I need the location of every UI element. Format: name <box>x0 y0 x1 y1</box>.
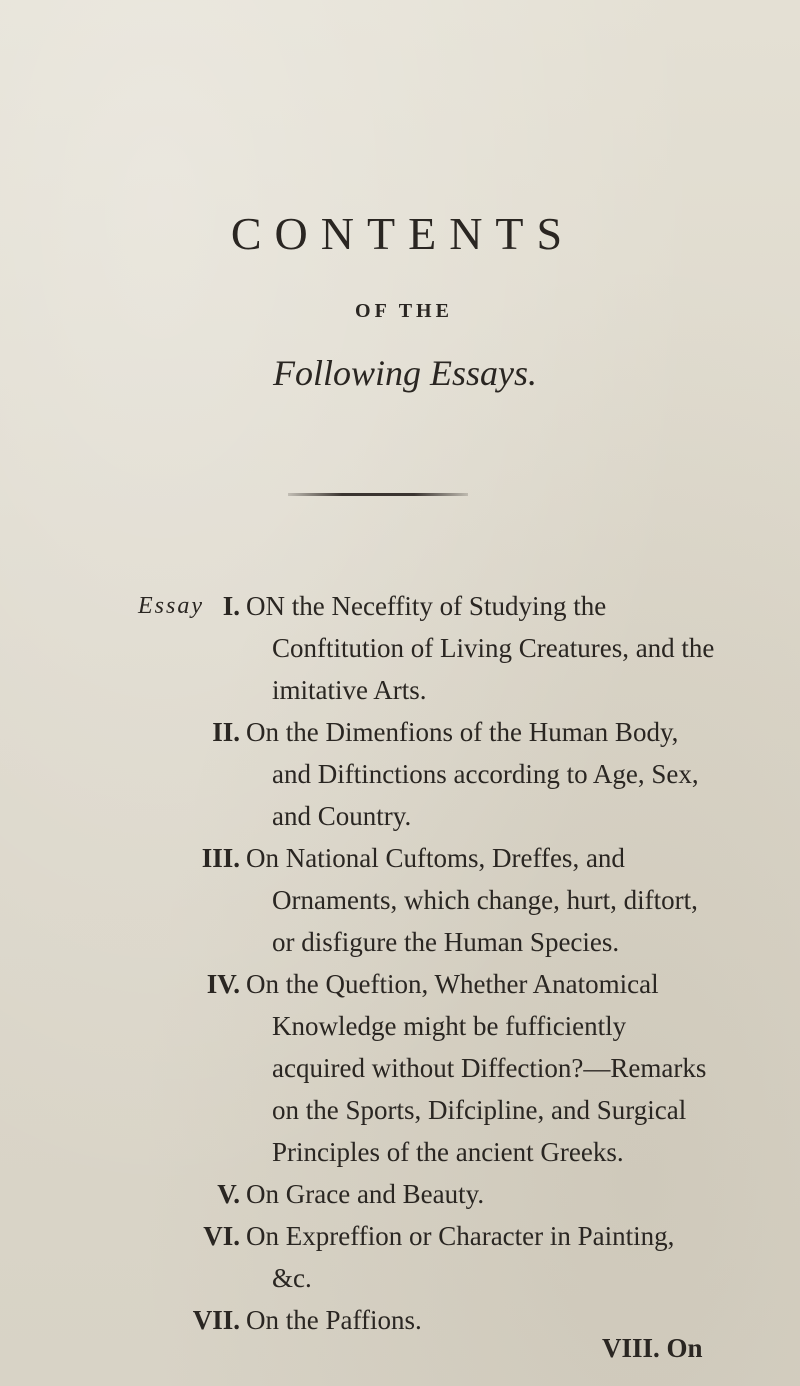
decorative-rule <box>288 493 468 496</box>
essay-title: On the Dimenfions of the Human Body, and Diftinctions according to Age, Sex, and Country. <box>246 717 699 831</box>
essay-numeral: I. <box>222 591 240 621</box>
essay-title: On Expreffion or Character in Painting, &c. <box>246 1221 675 1293</box>
table-of-contents <box>0 585 800 1341</box>
essay-numeral: II. <box>212 717 240 747</box>
toc-entry-6 <box>0 1215 800 1299</box>
catchword: VIII. On <box>602 1333 703 1363</box>
toc-entry-3 <box>0 837 800 963</box>
essay-title: On Grace and Beauty. <box>246 1179 485 1209</box>
toc-entry-2 <box>0 711 800 837</box>
essay-numeral: V. <box>217 1179 240 1209</box>
essay-title: On the Paffions. <box>246 1305 422 1335</box>
title-connector: OF THE <box>355 300 453 322</box>
toc-entry-5 <box>0 1173 800 1215</box>
essay-numeral: VI. <box>203 1221 240 1251</box>
essay-numeral: IV. <box>206 969 240 999</box>
page-subtitle: Following Essays. <box>272 353 537 393</box>
toc-entry-1 <box>0 585 800 711</box>
essay-title: On the Queftion, Whether Anatomical Knowledge might be fufficiently acquired without Diffection?—Remarks on the Sports, Difcipline, and Surgical Principles of the ancient Greeks. <box>246 969 707 1167</box>
essay-title: On National Cuftoms, Dreffes, and Ornaments, which change, hurt, diftort, or disfigure the Human Species. <box>246 843 698 957</box>
essay-numeral: III. <box>201 843 240 873</box>
page-title: CONTENTS <box>230 208 576 259</box>
essay-title: ON the Neceffity of Studying the Conftitution of Living Creatures, and the imitative Arts. <box>246 591 715 705</box>
essay-label: Essay <box>138 593 204 619</box>
toc-entry-4 <box>0 963 800 1173</box>
essay-numeral: VII. <box>192 1305 240 1335</box>
